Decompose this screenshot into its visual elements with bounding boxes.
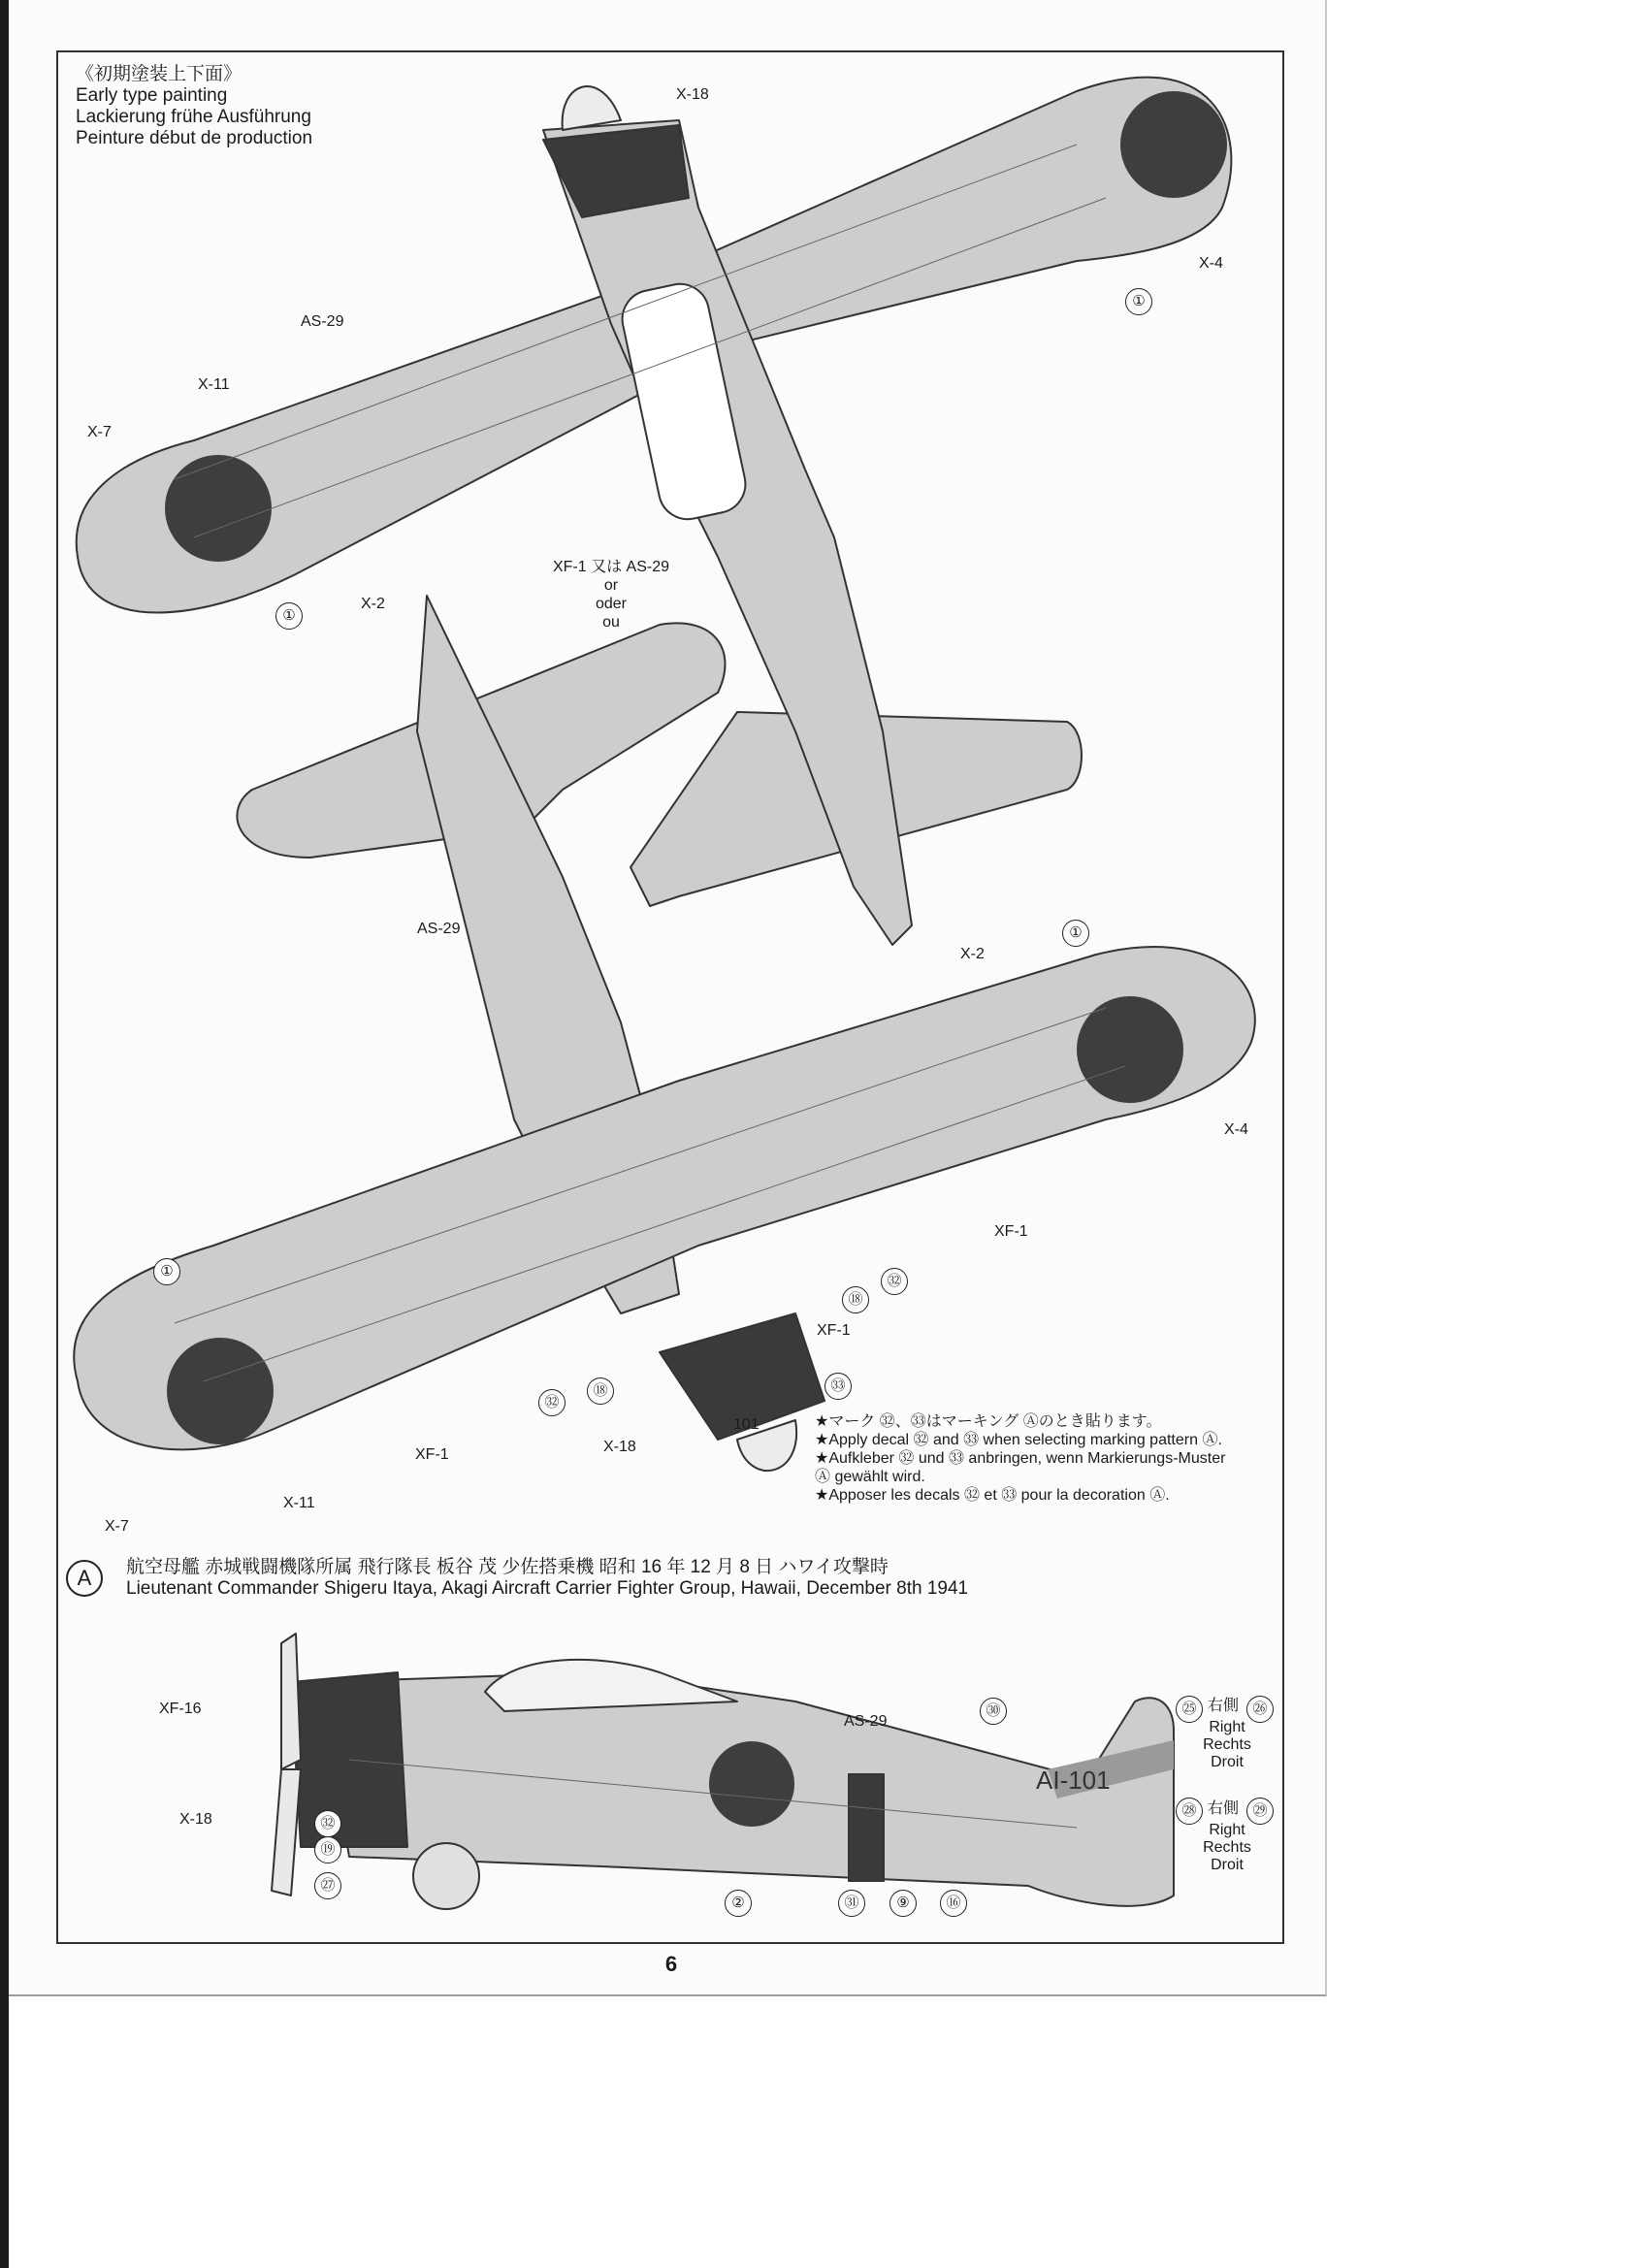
note-en: ★Apply decal ㉜ and ㉝ when selecting marking pattern Ⓐ.	[815, 1432, 1222, 1448]
decal-num-1-bottom-right: ①	[1062, 920, 1089, 947]
callout-as29-top: AS-29	[301, 313, 344, 330]
tail-code: AI-101	[1036, 1766, 1111, 1795]
header-de: Lackierung frühe Ausführung	[76, 107, 311, 127]
callout-or: or	[603, 577, 619, 594]
marking-title	[126, 1557, 968, 1600]
decal-num-29: ㉙	[1246, 1798, 1274, 1825]
right-side-label-jp-2: 右側	[1208, 1800, 1240, 1817]
right-label-fr-1: Droit	[1211, 1754, 1244, 1770]
note-fr: ★Apposer les decals ㉜ et ㉝ pour la decoration Ⓐ.	[815, 1487, 1170, 1504]
callout-oder: oder	[595, 596, 628, 612]
decal-num-32-bottom: ㉜	[881, 1268, 908, 1295]
callout-xf1-bottom-left: XF-1	[415, 1446, 449, 1463]
top-view-hinomaru-left	[165, 455, 272, 562]
callout-x2-top: X-2	[361, 596, 385, 612]
decal-num-30: ㉚	[980, 1698, 1007, 1725]
scan-edge	[0, 0, 9, 2268]
bottom-view-hinomaru-left	[167, 1338, 274, 1444]
top-view-spinner	[563, 86, 621, 130]
decal-num-33-bottom: ㉝	[824, 1373, 852, 1400]
callout-as29-bottom: AS-29	[417, 921, 461, 937]
callout-xf1-bottom-mid: XF-1	[817, 1322, 851, 1339]
decal-num-16-side: ⑯	[940, 1890, 967, 1917]
side-view-canopy	[485, 1660, 737, 1711]
header-fr: Peinture début de production	[76, 128, 313, 148]
decal-num-27-side: ㉗	[314, 1872, 341, 1899]
callout-x11-bottom: X-11	[283, 1495, 315, 1511]
decal-num-26: ㉖	[1246, 1696, 1274, 1723]
decal-num-1-bottom-left: ①	[153, 1258, 180, 1285]
callout-xf1-label: XF-1 又は AS-29	[552, 559, 670, 575]
callout-x7-top: X-7	[87, 424, 112, 440]
decal-note	[815, 1412, 1225, 1505]
decal-num-25: ㉕	[1176, 1696, 1203, 1723]
right-side-label-1	[1188, 1719, 1266, 1771]
callout-x11-top: X-11	[198, 376, 230, 393]
decal-num-1-top-left: ①	[275, 602, 303, 630]
callout-x18-bottom: X-18	[603, 1439, 636, 1455]
callout-xf16-side: XF-16	[159, 1701, 202, 1717]
callout-ou: ou	[602, 614, 620, 631]
right-side-label-2	[1188, 1822, 1266, 1874]
right-label-de-2: Rechts	[1203, 1839, 1251, 1856]
side-view-wheel	[413, 1843, 479, 1909]
painting-diagram	[58, 52, 1282, 1942]
decal-num-32-side: ㉜	[314, 1810, 341, 1837]
callout-x18-top: X-18	[676, 86, 709, 103]
decal-num-1-top-right: ①	[1125, 288, 1152, 315]
decal-num-9-side: ⑨	[889, 1890, 917, 1917]
right-side-label-jp-1: 右側	[1208, 1698, 1240, 1714]
callout-xf1-or-as29	[543, 558, 679, 632]
decal-num-31-side: ㉛	[838, 1890, 865, 1917]
callout-as29-side: AS-29	[844, 1713, 888, 1730]
right-label-de-1: Rechts	[1203, 1736, 1251, 1753]
decal-num-18-bottom: ⑱	[842, 1286, 869, 1313]
top-view-hinomaru-right	[1120, 91, 1227, 198]
right-label-en-2: Right	[1209, 1822, 1245, 1838]
decal-num-28: ㉘	[1176, 1798, 1203, 1825]
side-view-hinomaru	[709, 1741, 794, 1827]
decal-num-19-side: ⑲	[314, 1836, 341, 1863]
callout-x4-top: X-4	[1199, 255, 1223, 272]
header-en: Early type painting	[76, 85, 228, 106]
painting-header	[76, 64, 312, 149]
page-number: 6	[664, 1952, 678, 1976]
right-label-en-1: Right	[1209, 1719, 1245, 1735]
decal-num-2-side: ②	[725, 1890, 752, 1917]
callout-xf1-bottom-right: XF-1	[994, 1223, 1028, 1240]
note-jp: ★マーク ㉜、㉝はマーキング Ⓐのとき貼ります。	[815, 1413, 1162, 1430]
marking-pattern-badge: A	[66, 1560, 103, 1597]
callout-x18-side: X-18	[179, 1811, 212, 1828]
callout-x2-bottom: X-2	[960, 946, 985, 962]
decal-num-18-bottom-left: ⑱	[587, 1377, 614, 1405]
right-label-fr-2: Droit	[1211, 1857, 1244, 1873]
decal-num-32-bottom-left: ㉜	[538, 1389, 566, 1416]
callout-x7-bottom: X-7	[105, 1518, 129, 1535]
callout-x4-bottom: X-4	[1224, 1121, 1248, 1138]
header-jp: 《初期塗装上下面》	[76, 64, 242, 84]
note-de-1: ★Aufkleber ㉜ und ㉝ anbringen, wenn Markierungs-Muster	[815, 1450, 1226, 1467]
note-de-2: Ⓐ gewählt wird.	[815, 1469, 925, 1485]
marking-title-jp: 航空母艦 赤城戦闘機隊所属 飛行隊長 板谷 茂 少佐搭乗機 昭和 16 年 12 月 8 日 ハワイ攻撃時	[126, 1557, 889, 1577]
marking-title-en: Lieutenant Commander Shigeru Itaya, Akagi Aircraft Carrier Fighter Group, Hawaii, December 8th 1941	[126, 1578, 969, 1599]
side-view-fuselage-band	[849, 1774, 884, 1881]
drop-tank-code: 101	[733, 1416, 760, 1433]
